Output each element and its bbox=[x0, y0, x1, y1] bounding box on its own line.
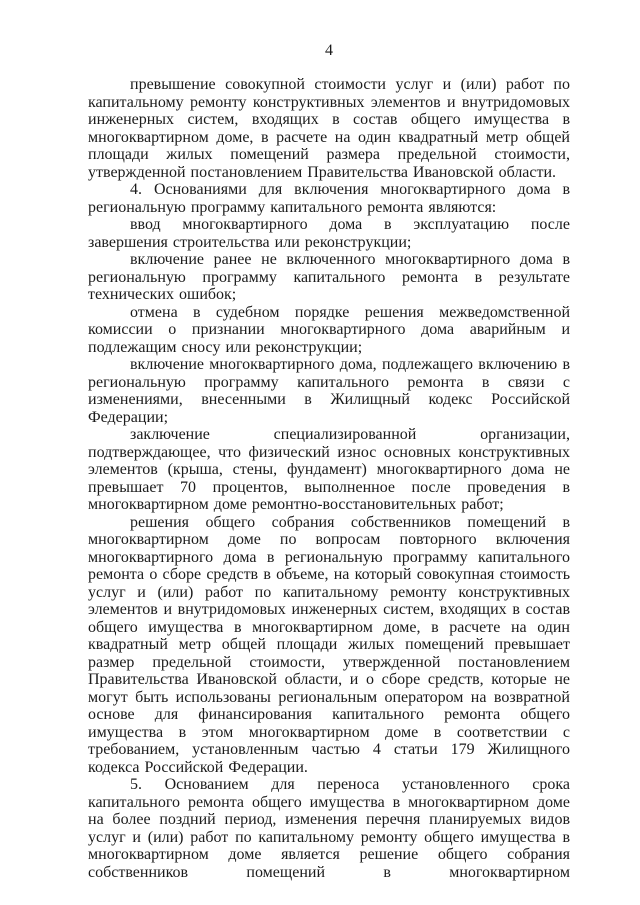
page-number: 4 bbox=[325, 42, 333, 59]
paragraph-item-5-cut-off: 5. Основанием для переноса установленного срока капитального ремонта общего имущества в многоквартирном доме на более поздний период, изменения перечня планируемых видов услуг и (или) работ по капитальному ремонту общего имущества в многоквартирном доме является решение общего собрания собственников помещений в многоквартирном bbox=[88, 776, 570, 881]
paragraph-item-4: 4. Основаниями для включения многоквартирного дома в региональную программу капитального ремонта являются: bbox=[88, 181, 570, 216]
paragraph-continuation-from-previous-page: превышение совокупной стоимости услуг и (или) работ по капитальному ремонту конструктивных элементов и внутридомовых инженерных систем, входящих в состав общего имущества в многоквартирном доме, в расчете на один квадратный метр общей площади жилых помещений размера предельной стоимости, утвержденной постановлением Правительства Ивановской области. bbox=[88, 76, 570, 181]
paragraph-basis-technical-errors: включение ранее не включенного многоквартирного дома в региональную программу капитального ремонта в результате технических ошибок; bbox=[88, 251, 570, 303]
paragraph-basis-commissioning: ввод многоквартирного дома в эксплуатацию после завершения строительства или реконструкции; bbox=[88, 216, 570, 251]
paragraph-basis-specialized-org-conclusion: заключение специализированной организации, подтверждающее, что физический износ основных конструктивных элементов (крыша, стены, фундамент) многоквартирного дома не превышает 70 процентов, выполненное после проведения в многоквартирном доме ремонтно-восстановительных работ; bbox=[88, 426, 570, 513]
paragraph-basis-court-cancellation: отмена в судебном порядке решения межведомственной комиссии о признании многоквартирного дома аварийным и подлежащим сносу или реконструкции; bbox=[88, 303, 570, 356]
document-body bbox=[88, 76, 570, 881]
paragraph-basis-housing-code-changes: включение многоквартирного дома, подлежащего включению в региональную программу капитального ремонта в связи с изменениями, внесенными в Жилищный кодекс Российской Федерации; bbox=[88, 356, 570, 426]
paragraph-basis-owners-meeting-decision: решения общего собрания собственников помещений в многоквартирном доме по вопросам повторного включения многоквартирного дома в региональную программу капитального ремонта о сборе средств в объеме, на который совокупная стоимость услуг и (или) работ по капитальному ремонту конструктивных элементов и внутридомовых инженерных систем, входящих в состав общего имущества в многоквартирном доме, в расчете на один квадратный метр общей площади жилых помещений превышает размер предельной стоимости, утвержденной постановлением Правительства Ивановской области, и о сборе средств, которые не могут быть использованы региональным оператором на возвратной основе для финансирования капитального ремонта общего имущества в этом многоквартирном доме в соответствии с требованием, установленным частью 4 статьи 179 Жилищного кодекса Российской Федерации. bbox=[88, 513, 570, 776]
